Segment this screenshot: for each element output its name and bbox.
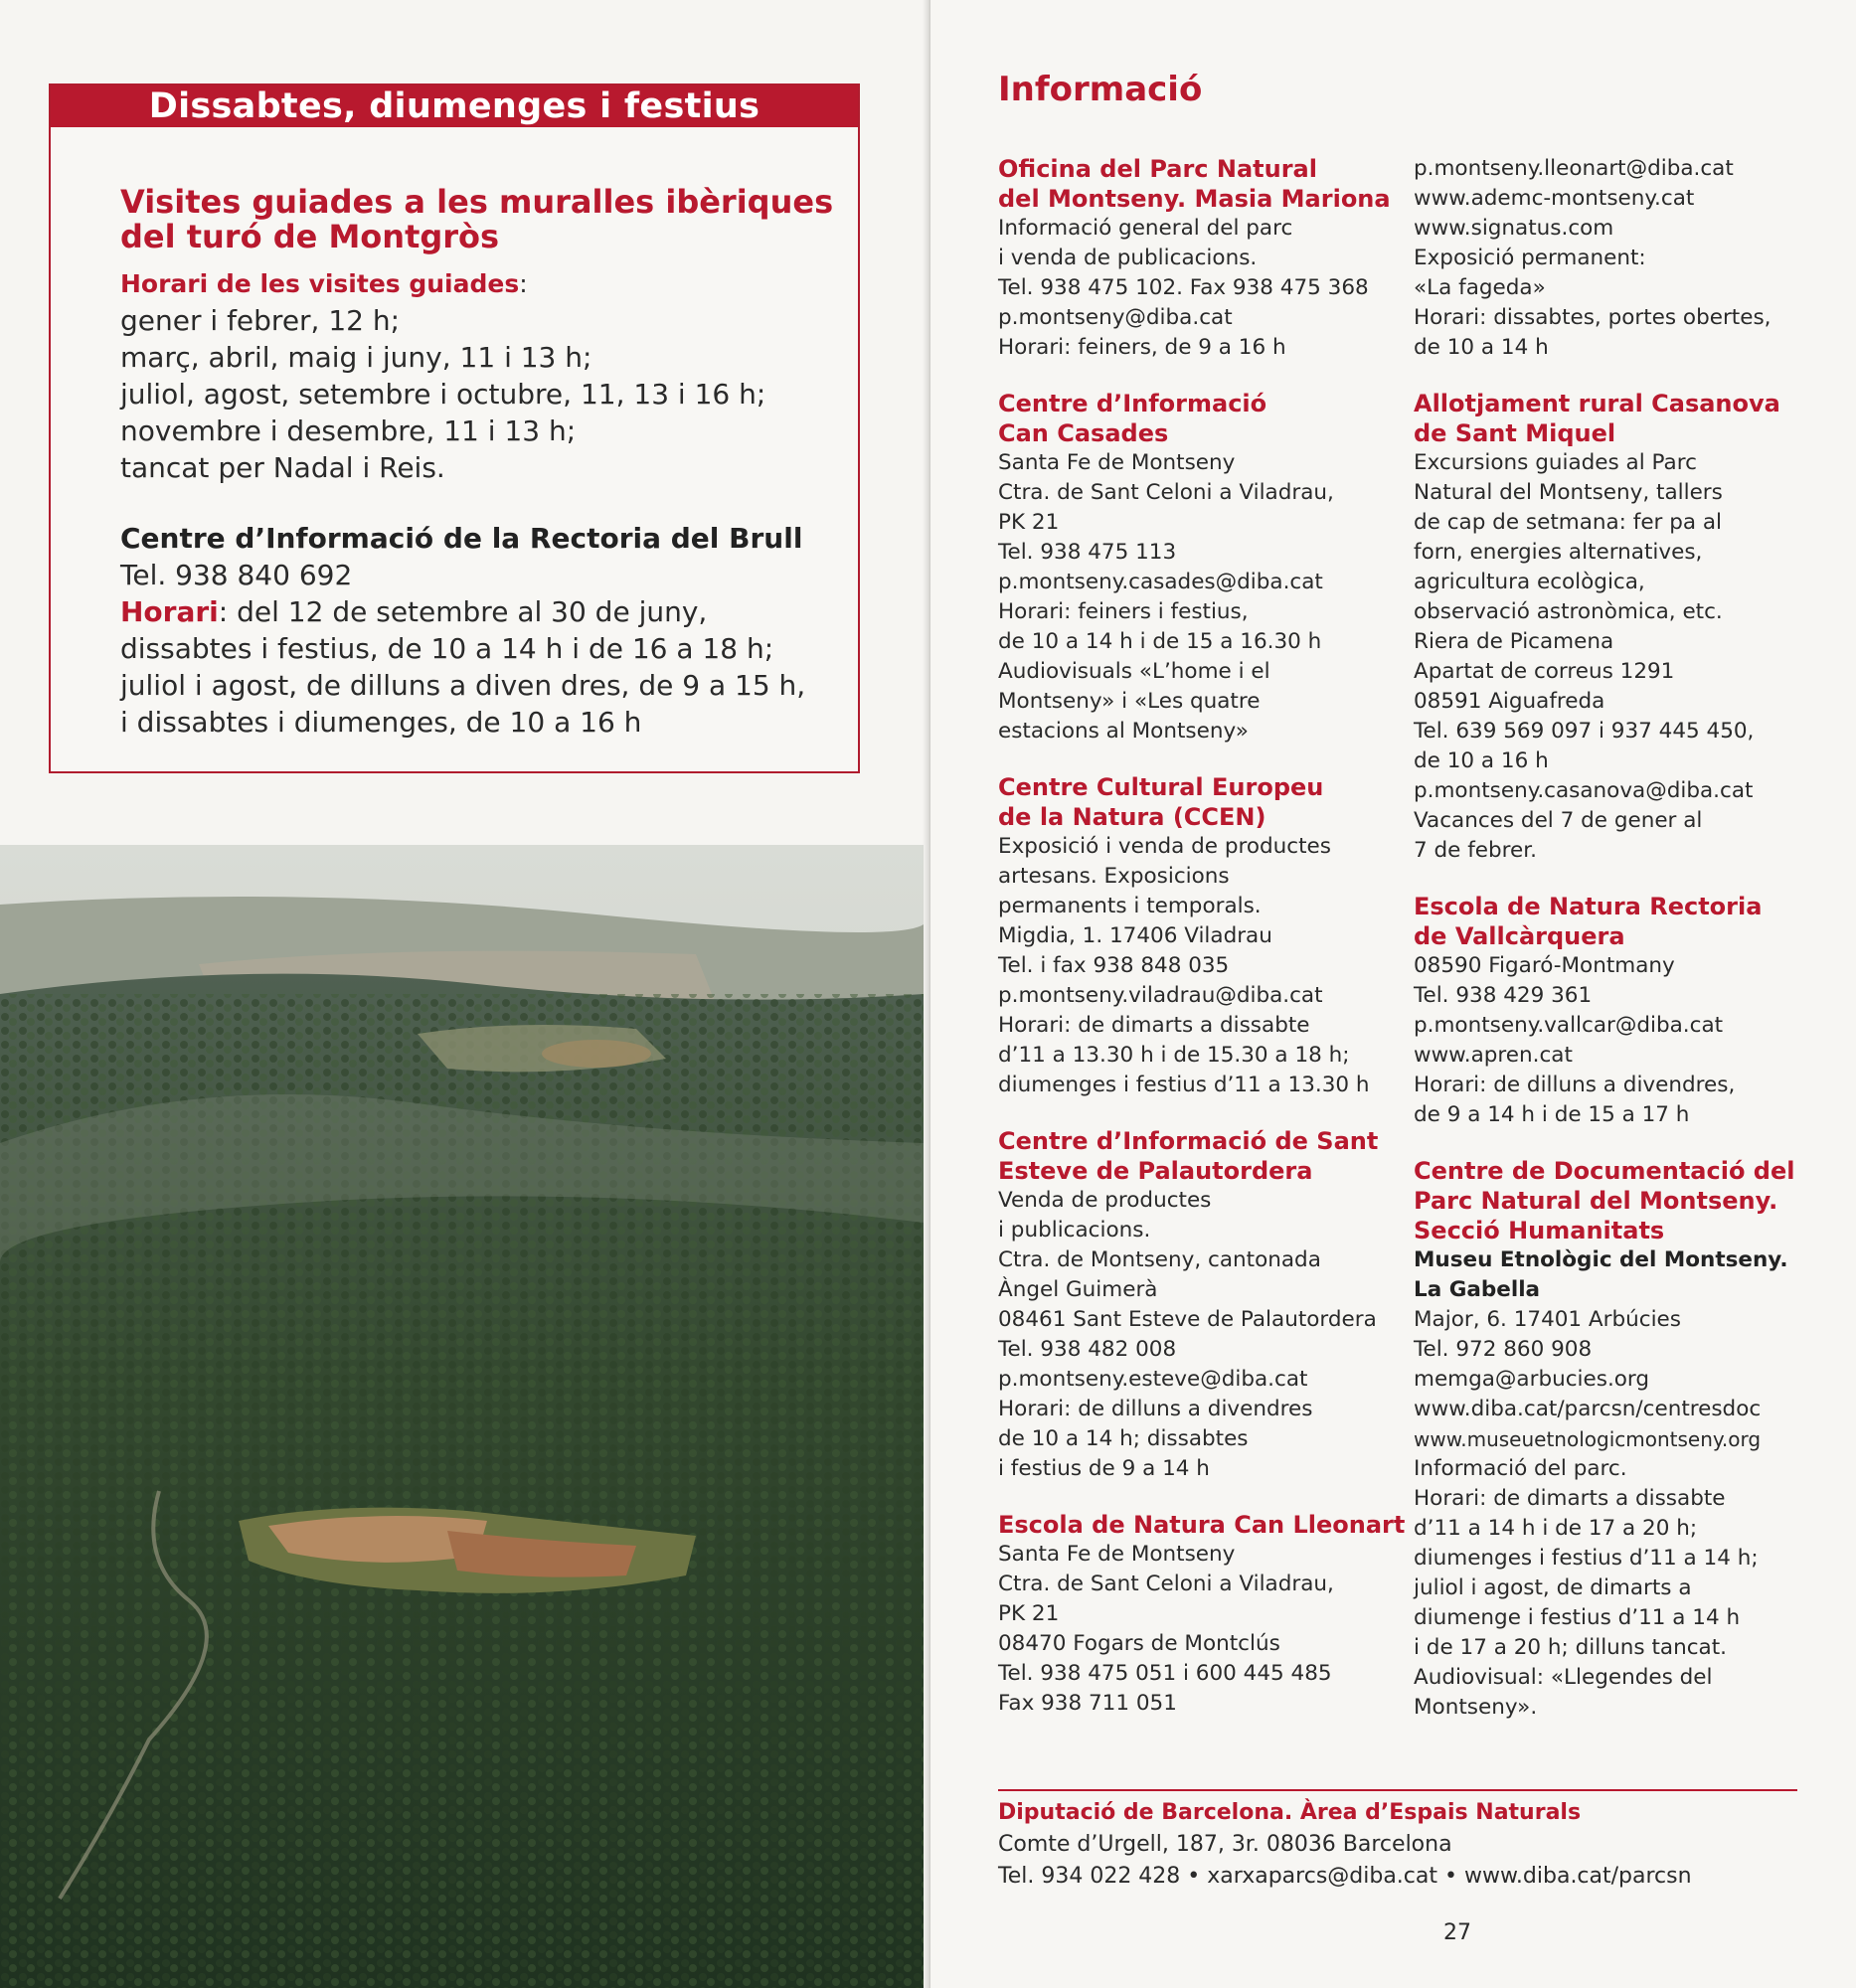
horari-line: dissabtes i festius, de 10 a 14 h i de 16 a 18 h; xyxy=(120,632,774,665)
entry-line: 08470 Fogars de Montclús xyxy=(998,1631,1280,1656)
info-column-right xyxy=(1414,154,1821,1748)
entry-email: p.montseny.casanova@diba.cat xyxy=(1414,778,1754,803)
horari-first: : del 12 de setembre al 30 de juny, xyxy=(218,595,708,628)
entry-line: i publicacions. xyxy=(998,1218,1151,1242)
horari-line: juliol i agost, de dilluns a diven dres, de 9 a 15 h, xyxy=(120,669,806,702)
entry-can-lleonart xyxy=(998,1510,1406,1719)
entry-link: www.diba.cat/parcsn/centresdoc xyxy=(1414,1397,1762,1421)
entry-line: Tel. 938 482 008 xyxy=(998,1337,1177,1362)
entry-title: Escola de Natura Rectoria xyxy=(1414,893,1763,920)
entry-line: 08591 Aiguafreda xyxy=(1414,689,1605,714)
entry-line: Horari: de dimarts a dissabte xyxy=(1414,1486,1726,1511)
entry-line: Apartat de correus 1291 xyxy=(1414,659,1675,684)
entry-ccen xyxy=(998,772,1406,1100)
schedule-line: novembre i desembre, 11 i 13 h; xyxy=(120,414,577,447)
entry-line: PK 21 xyxy=(998,510,1060,535)
entry-subtitle: Museu Etnològic del Montseny. xyxy=(1414,1247,1788,1272)
entry-line: Tel. 938 429 361 xyxy=(1414,983,1593,1008)
entry-line: estacions al Montseny» xyxy=(998,719,1249,744)
entry-can-casades xyxy=(998,389,1406,746)
entry-email: p.montseny.casades@diba.cat xyxy=(998,570,1323,594)
entry-title: del Montseny. Masia Mariona xyxy=(998,185,1391,213)
entry-line: Informació general del parc xyxy=(998,216,1293,241)
entry-line: Horari: de dilluns a divendres xyxy=(998,1397,1313,1421)
schedule-line: tancat per Nadal i Reis. xyxy=(120,451,445,484)
entry-email: p.montseny.lleonart@diba.cat xyxy=(1414,156,1734,181)
entry-title: Escola de Natura Can Lleonart xyxy=(998,1511,1406,1539)
entry-email: p.montseny.esteve@diba.cat xyxy=(998,1367,1308,1392)
entry-line: Ctra. de Montseny, cantonada xyxy=(998,1247,1321,1272)
entry-line: i venda de publicacions. xyxy=(998,246,1258,270)
entry-line: de 9 a 14 h i de 15 a 17 h xyxy=(1414,1102,1690,1127)
weekend-info-box xyxy=(49,83,860,773)
entry-line: de cap de setmana: fer pa al xyxy=(1414,510,1723,535)
entry-line: diumenge i festius d’11 a 14 h xyxy=(1414,1605,1741,1630)
aerial-photo-montgros xyxy=(0,845,924,1988)
entry-line: Exposició i venda de productes xyxy=(998,834,1331,859)
entry-line: diumenges i festius d’11 a 14 h; xyxy=(1414,1546,1759,1571)
entry-line: forn, energies alternatives, xyxy=(1414,540,1703,565)
box-body xyxy=(120,185,836,741)
entry-line: Ctra. de Sant Celoni a Viladrau, xyxy=(998,480,1334,505)
entry-line: de 10 a 14 h; dissabtes xyxy=(998,1426,1249,1451)
entry-masia-mariona xyxy=(998,154,1406,363)
entry-title: Centre d’Informació de Sant xyxy=(998,1127,1379,1155)
entry-line: juliol i agost, de dimarts a xyxy=(1414,1575,1692,1600)
schedule-label-line xyxy=(120,266,836,302)
entry-title: de Sant Miquel xyxy=(1414,419,1616,447)
entry-email: p.montseny.vallcar@diba.cat xyxy=(1414,1013,1724,1038)
entry-documentacio xyxy=(1414,1156,1821,1723)
entry-line: Audiovisual: «Llegendes del xyxy=(1414,1665,1713,1690)
schedule-line: març, abril, maig i juny, 11 i 13 h; xyxy=(120,341,592,374)
entry-line: Natural del Montseny, tallers xyxy=(1414,480,1723,505)
aerial-photo-illustration xyxy=(0,845,924,1988)
schedule-label: Horari de les visites guiades xyxy=(120,269,520,298)
entry-line: agricultura ecològica, xyxy=(1414,570,1645,594)
rectoria-center-tel: Tel. 938 840 692 xyxy=(120,559,353,591)
entry-line: de 10 a 16 h xyxy=(1414,748,1549,773)
entry-email: p.montseny.viladrau@diba.cat xyxy=(998,983,1323,1008)
entry-line: de 10 a 14 h xyxy=(1414,335,1549,360)
entry-line: PK 21 xyxy=(998,1601,1060,1626)
entry-title: Can Casades xyxy=(998,419,1169,447)
footer-title: Diputació de Barcelona. Àrea d’Espais Naturals xyxy=(998,1800,1582,1825)
entry-link: www.ademc-montseny.cat xyxy=(1414,186,1695,211)
entry-vallcarquera xyxy=(1414,892,1821,1130)
entry-title: Centre de Documentació del xyxy=(1414,1157,1795,1185)
entry-line: Riera de Picamena xyxy=(1414,629,1614,654)
entry-line: artesans. Exposicions xyxy=(998,864,1230,889)
entry-line: Horari: de dilluns a divendres, xyxy=(1414,1073,1736,1097)
entry-line: Horari: feiners i festius, xyxy=(998,599,1249,624)
entry-line: Venda de productes xyxy=(998,1188,1212,1213)
entry-line: «La fageda» xyxy=(1414,275,1546,300)
info-column-left xyxy=(998,154,1406,1744)
entry-line: permanents i temporals. xyxy=(998,894,1262,918)
entry-line: Tel. 938 475 102. Fax 938 475 368 xyxy=(998,275,1369,300)
entry-email: p.montseny@diba.cat xyxy=(998,305,1233,330)
entry-line: Fax 938 711 051 xyxy=(998,1691,1177,1716)
footer-contact: Tel. 934 022 428 • xarxaparcs@diba.cat • www.diba.cat/parcsn xyxy=(998,1864,1692,1889)
entry-line: Horari: dissabtes, portes obertes, xyxy=(1414,305,1772,330)
entry-line: Tel. 938 475 113 xyxy=(998,540,1177,565)
rectoria-center-title: Centre d’Informació de la Rectoria del Brull xyxy=(120,522,803,555)
entry-line: Excursions guiades al Parc xyxy=(1414,450,1697,475)
entry-line: d’11 a 14 h i de 17 a 20 h; xyxy=(1414,1516,1698,1541)
entry-line: Tel. 938 475 051 i 600 445 485 xyxy=(998,1661,1332,1686)
entry-subtitle: La Gabella xyxy=(1414,1277,1541,1302)
entry-line: observació astronòmica, etc. xyxy=(1414,599,1723,624)
entry-line: Exposició permanent: xyxy=(1414,246,1646,270)
entry-title: Allotjament rural Casanova xyxy=(1414,390,1780,417)
footer-address: Comte d’Urgell, 187, 3r. 08036 Barcelona xyxy=(998,1832,1452,1857)
entry-line: Migdia, 1. 17406 Viladrau xyxy=(998,923,1272,948)
schedule-line: juliol, agost, setembre i octubre, 11, 13 i 16 h; xyxy=(120,378,766,411)
entry-line: Informació del parc. xyxy=(1414,1456,1627,1481)
entry-line: i de 17 a 20 h; dilluns tancat. xyxy=(1414,1635,1727,1660)
horari-first-line xyxy=(120,593,836,630)
entry-title: Centre d’Informació xyxy=(998,390,1267,417)
footer-diputacio xyxy=(998,1797,1813,1893)
entry-email: memga@arbucies.org xyxy=(1414,1367,1650,1392)
entry-line: 08461 Sant Esteve de Palautordera xyxy=(998,1307,1377,1332)
entry-line: Àngel Guimerà xyxy=(998,1277,1158,1302)
footer-divider xyxy=(998,1789,1797,1791)
entry-link: www.apren.cat xyxy=(1414,1043,1573,1068)
entry-title: Parc Natural del Montseny. xyxy=(1414,1187,1778,1215)
entry-link: www.museuetnologicmontseny.org xyxy=(1414,1427,1762,1451)
entry-line: Major, 6. 17401 Arbúcies xyxy=(1414,1307,1681,1332)
entry-title: de la Natura (CCEN) xyxy=(998,803,1266,831)
entry-line: Tel. i fax 938 848 035 xyxy=(998,953,1230,978)
entry-line: d’11 a 13.30 h i de 15.30 a 18 h; xyxy=(998,1043,1350,1068)
entry-line: Santa Fe de Montseny xyxy=(998,450,1236,475)
horari-label: Horari xyxy=(120,595,219,628)
entry-line: i festius de 9 a 14 h xyxy=(998,1456,1210,1481)
entry-line: Tel. 639 569 097 i 937 445 450, xyxy=(1414,719,1755,744)
box-header: Dissabtes, diumenges i festius xyxy=(51,85,858,127)
entry-line: diumenges i festius d’11 a 13.30 h xyxy=(998,1073,1370,1097)
entry-line: 7 de febrer. xyxy=(1414,838,1537,863)
entry-line: Montseny». xyxy=(1414,1695,1538,1720)
entry-line: 08590 Figaró-Montmany xyxy=(1414,953,1675,978)
entry-line: Santa Fe de Montseny xyxy=(998,1542,1236,1567)
entry-link: www.signatus.com xyxy=(1414,216,1614,241)
guided-visits-title-line2: del turó de Montgròs xyxy=(120,218,500,255)
entry-title: Esteve de Palautordera xyxy=(998,1157,1313,1185)
right-page xyxy=(930,0,1856,1988)
entry-line: Horari: de dimarts a dissabte xyxy=(998,1013,1310,1038)
schedule-colon: : xyxy=(519,269,528,298)
entry-line: Tel. 972 860 908 xyxy=(1414,1337,1593,1362)
entry-line: Ctra. de Sant Celoni a Viladrau, xyxy=(998,1572,1334,1596)
horari-line: i dissabtes i diumenges, de 10 a 16 h xyxy=(120,706,642,739)
entry-sant-esteve xyxy=(998,1126,1406,1484)
entry-line: Montseny» i «Les quatre xyxy=(998,689,1261,714)
entry-line: Audiovisuals «L’home i el xyxy=(998,659,1270,684)
entry-title: Centre Cultural Europeu xyxy=(998,773,1324,801)
schedule-line: gener i febrer, 12 h; xyxy=(120,304,401,337)
entry-title: Oficina del Parc Natural xyxy=(998,155,1317,183)
entry-can-lleonart-continued xyxy=(1414,154,1821,363)
entry-title: Secció Humanitats xyxy=(1414,1217,1665,1244)
entry-title: de Vallcàrquera xyxy=(1414,922,1625,950)
page-number: 27 xyxy=(1428,1920,1487,1945)
entry-line: Horari: feiners, de 9 a 16 h xyxy=(998,335,1286,360)
guided-visits-title-line1: Visites guiades a les muralles ibèriques xyxy=(120,183,834,221)
entry-casanova xyxy=(1414,389,1821,866)
guided-visits-title xyxy=(120,185,836,254)
entry-line: Vacances del 7 de gener al xyxy=(1414,808,1703,833)
info-title: Informació xyxy=(998,70,1203,109)
entry-line: de 10 a 14 h i de 15 a 16.30 h xyxy=(998,629,1322,654)
